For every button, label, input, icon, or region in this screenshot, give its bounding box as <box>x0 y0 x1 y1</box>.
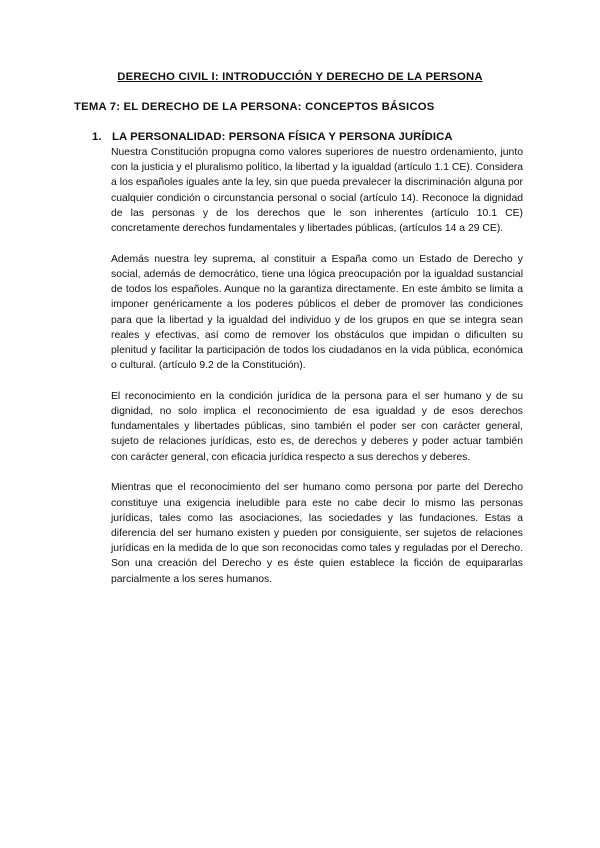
subsection-number: 1. <box>92 131 102 143</box>
paragraph: Además nuestra ley suprema, al constituir a España como un Estado de Derecho y social, además de democrático, tiene una lógica preocupación por la igualdad sustancial de todos los españoles. Aunque no la garantiza directamente. En este ámbito se limita a imponer genéricamente a los poderes públicos el deber de promover las condiciones para que la libertad y la igualdad del individuo y de los grupos en que se integra sean reales y efectivas, así como de remover los obstáculos que impidan o dificulten su plenitud y facilitar la participación de todos los ciudadanos en la vida pública, económica o cultural. (artículo 9.2 de la Constitución). <box>111 253 523 372</box>
paragraph: Mientras que el reconocimiento del ser humano como persona por parte del Derecho constituye una exigencia ineludible para este no cabe decir lo mismo las personas jurídicas, tales como las asociaciones, las sociedades y las fundaciones. Estas a diferencia del ser humano existen y pueden por consiguiente, ser sujetos de relaciones jurídicas en la medida de lo que son reconocidas como tales y reguladas por el Derecho. Son una creación del Derecho y es éste quien establece la ficción de equipararlas parcialmente a los seres humanos. <box>111 482 523 585</box>
section-title: TEMA 7: EL DERECHO DE LA PERSONA: CONCEPTOS BÁSICOS <box>74 101 435 113</box>
document-body <box>111 145 523 602</box>
document-title: DERECHO CIVIL I: INTRODUCCIÓN Y DERECHO DE LA PERSONA <box>117 71 483 83</box>
paragraph: El reconocimiento en la condición jurídica de la persona para el ser humano y de su dignidad, no solo implica el reconocimiento de esa igualdad y de esos derechos fundamentales y libertades públicas, sino también el poder ser con carácter general, sujeto de relaciones jurídicas, esto es, de derechos y deberes y poder actuar también con carácter general, con eficacia jurídica respecto a sus derechos y deberes. <box>111 390 523 463</box>
paragraph: Nuestra Constitución propugna como valores superiores de nuestro ordenamiento, junto con la justicia y el pluralismo político, la libertad y la igualdad (artículo 1.1 CE). Considera a los españoles iguales ante la ley, sin que pueda prevalecer la discriminación alguna por cualquier condición o circunstancia personal o social (artículo 14). Reconoce la dignidad de las personas y de los derechos que le son inherentes (artículo 10.1 CE) concretamente derechos fundamentales y libertades públicas, (artículos 14 a 29 CE). <box>111 147 523 235</box>
subsection-title: LA PERSONALIDAD: PERSONA FÍSICA Y PERSONA JURÍDICA <box>112 131 453 143</box>
subsection-heading <box>92 131 453 143</box>
